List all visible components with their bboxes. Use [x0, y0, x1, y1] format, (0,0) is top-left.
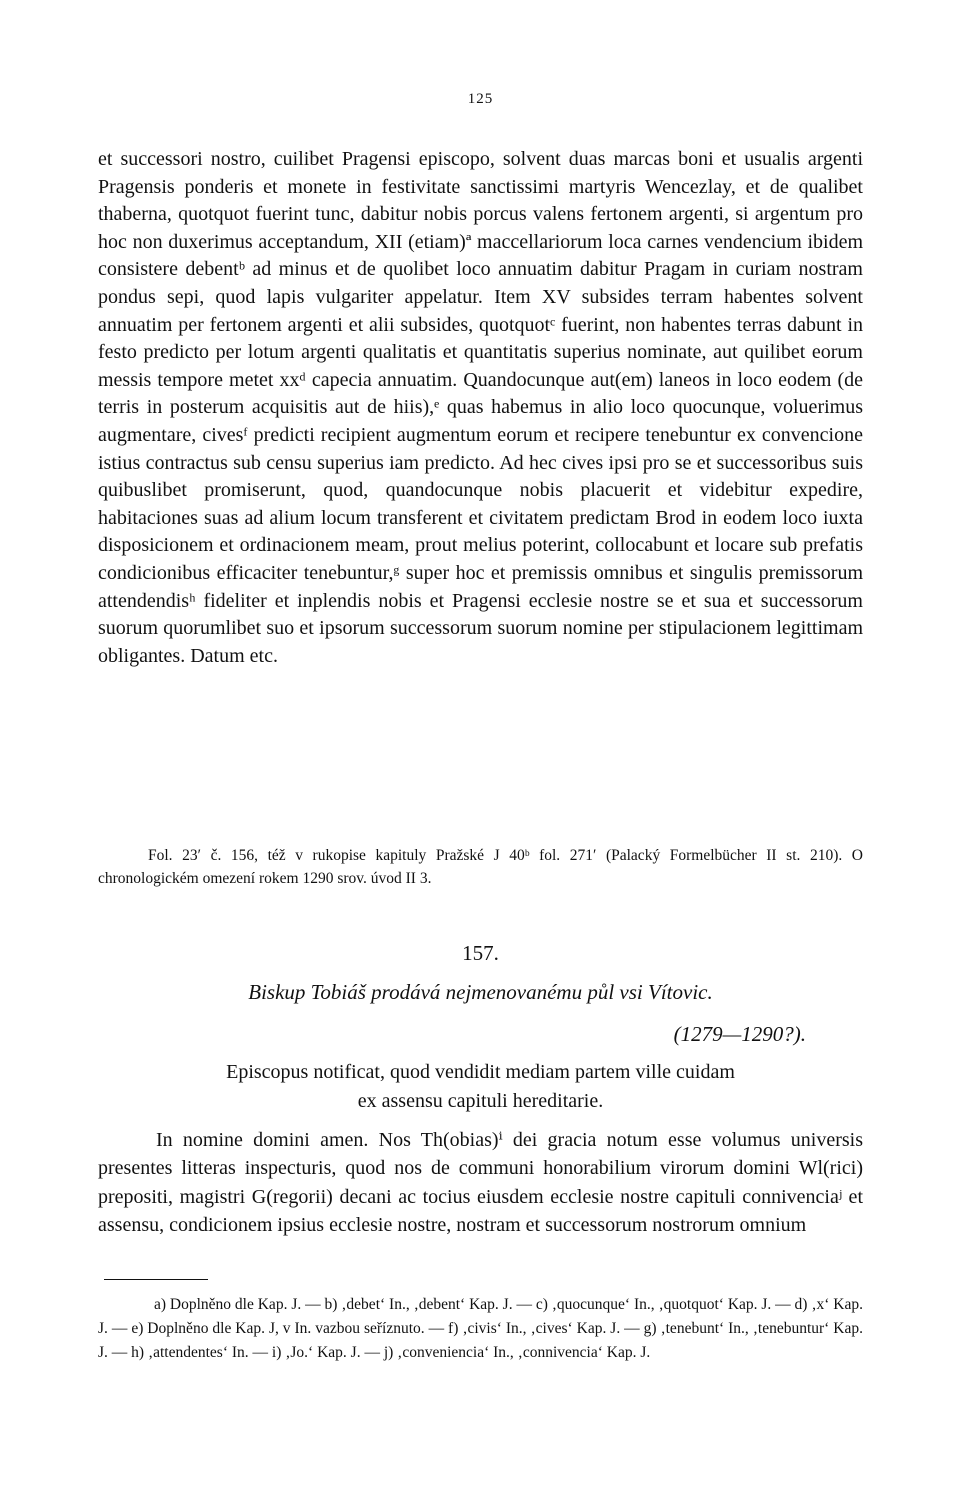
footnote-divider	[104, 1279, 208, 1280]
document-title: Biskup Tobiáš prodává nejmenovanému půl vsi Vítovic.	[248, 980, 713, 1004]
continued-charter-text	[98, 146, 863, 670]
document-number: 157.	[462, 941, 499, 965]
source-note: Fol. 23′ č. 156, též v rukopise kapituly Pražské J 40ᵇ fol. 271′ (Palacký Formelbücher II st. 210). O chronologickém omezení rokem 1290 srov. úvod II 3.	[98, 847, 863, 887]
page-number: 125	[467, 91, 494, 107]
footnote-text: a) Doplněno dle Kap. J. — b) ‚debet‘ In., ‚debent‘ Kap. J. — c) ‚quocunque‘ In., ‚quotquot‘ Kap. J. — d) ‚x‘ Kap. J. — e) Doplněno dle Kap. J, v In. vazbou seříznuto. — f) ‚civis‘ In., ‚cives‘ Kap. J. — g) ‚tenebunt‘ In., ‚tenebuntur‘ Kap. J. — h) ‚attendentes‘ In. — i) ‚Jo.‘ Kap. J. — j) ‚conveniencia‘ In., ‚connivencia‘ Kap. J.	[98, 1296, 863, 1361]
new-charter-text	[98, 1126, 863, 1240]
summary-line: Episcopus notificat, quod vendidit mediam partem ville cuidam	[226, 1061, 735, 1083]
charter-paragraph: et successori nostro, cuilibet Pragensi episcopo, solvent duas marcas boni et usualis argenti Pragensis ponderis et monete in festivitate sanctissimi martyris Wencezlay, et de qualibet thaberna, quotquot fuerint tunc, dabitur nobis porcus valens fertonem argenti, si argentum pro hoc non duxerimus acceptandum, XII (etiam)ª maccellariorum loca carnes vendencium ibidem consistere debentᵇ ad minus et de quolibet loco annuatim dabitur Pragam in curiam nostram pondus sepi, quod lapis vulgariter appelatur. Item XV subsides terram habentes solvent annuatim per fertonem argenti et alii subsides, quotquotᶜ fuerint, non habentes terras dabunt in festo predicto per lotum argenti qualitatis et quantitatis superius nominate, aut quilibet eorum messis tempore metet xxᵈ capecia annuatim. Quandocunque aut(em) laneos in loco eodem (de terris in posterum acquisitis aut de hiis),ᵉ quas habemus in alio loco quocunque, voluerimus augmentare, civesᶠ predicti recipient augmentum eorum et recipere tenebuntur ex convencione istius contractus sub censu superius iam predicto. Ad hec cives ipsi pro se et successoribus suis quibuslibet promiserunt, quod, quandocunque nobis placuerit et videbitur expedire, habitaciones suas ad alium locum transferent et civitatem predictam Brod in eodem loco iuxta disposicionem et ordinacionem meam, prout melius poterint, collocabunt et locare sub prefatis condicionibus efficaciter tenebuntur,ᵍ super hoc et premissis omnibus et singulis premissorum attendendisʰ fideliter et inplendis nobis et Pragensi ecclesie nostre se et sua et successorum suorum quorumlibet suo et ipsorum successorum suorum nomine per stipulacionem legittimam obligantes. Datum etc.	[98, 148, 863, 667]
summary-line: ex assensu capituli hereditarie.	[357, 1090, 604, 1112]
document-date: (1279—1290?).	[673, 1022, 806, 1046]
document-summary	[153, 1058, 808, 1116]
footnotes	[98, 1293, 863, 1365]
charter-paragraph: In nomine domini amen. Nos Th(obias)ⁱ dei gracia notum esse volumus universis presentes litteras inspecturis, quod nos de communi honorabilium virorum domini Wl(rici) prepositi, magistri G(regorii) decani ac tocius eiusdem ecclesie nostre capituli connivenciaʲ et assensu, condicionem ipsius ecclesie nostre, nostram et successorum nostrorum omnium	[98, 1129, 863, 1237]
